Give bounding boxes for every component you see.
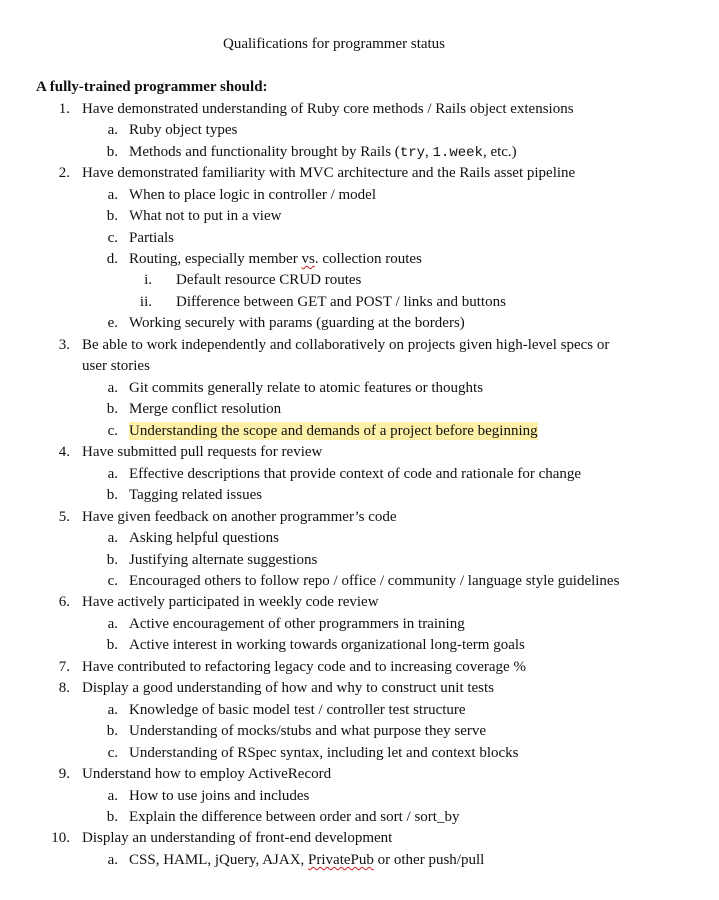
- code-try: try: [399, 145, 426, 161]
- spellcheck-privatepub: PrivatePub: [308, 852, 374, 868]
- highlighted-text: Understanding the scope and demands of a project before beginning: [129, 423, 538, 439]
- document-page: Qualifications for programmer status A fully-trained programmer should: 1. Have demonstrated understanding of Ruby core methods / Rails object extensions a. Ruby object types b. Methods and functionality brought by Rails (try, 1.week, etc.) 2. Have demonstrated familiarity with MVC architecture and the Rails asset pipeline a. When to place logic in controller / model b. What not to put in a view c. Partials d. Routing, especially member vs. collection routes i. Default resource CRUD routes ii. Difference between GET and POST / links and buttons e. Working securely with params (guarding at the borders) 3. Be able to work independently and collaboratively on projects given high-level specs or user stories a. Git commits generally relate to atomic features or thoughts b. Merge conflict resolution c. Understanding the scope and demands of a project before beginning 4. Have submitted pull requests for review a. Effective descriptions that provide context of code and rationale for change b. Tagging related issues 5. Have given feedback on another programmer’s code a. Asking helpful questions b. Justifying alternate suggestions c. Encouraged others to follow repo / office / community / language style guidelines 6. Have actively participated in weekly code review a. Active encouragement of other programmers in training b. Active interest in working towards organizational long-term goals 7. Have contributed to refactoring legacy code and to increasing coverage % 8. Display a good understanding of how and why to construct unit tests a. Knowledge of basic model test / controller test structure b. Understanding of mocks/stubs and what purpose they serve c. Understanding of RSpec syntax, including let and context blocks 9. Understand how to employ ActiveRecord a. How to use joins and includes b. Explain the difference between order and sort / sort_by 10. Display an understanding of front-end development a. CSS, HAML, jQuery, AJAX, PrivatePub or other push/pull: [36, 36, 620, 868]
- intro-heading: A fully-trained programmer should:: [36, 79, 268, 95]
- spellcheck-vs: vs: [301, 251, 315, 267]
- code-1-week: 1.week: [432, 145, 483, 161]
- document-title: Qualifications for programmer status: [223, 36, 446, 52]
